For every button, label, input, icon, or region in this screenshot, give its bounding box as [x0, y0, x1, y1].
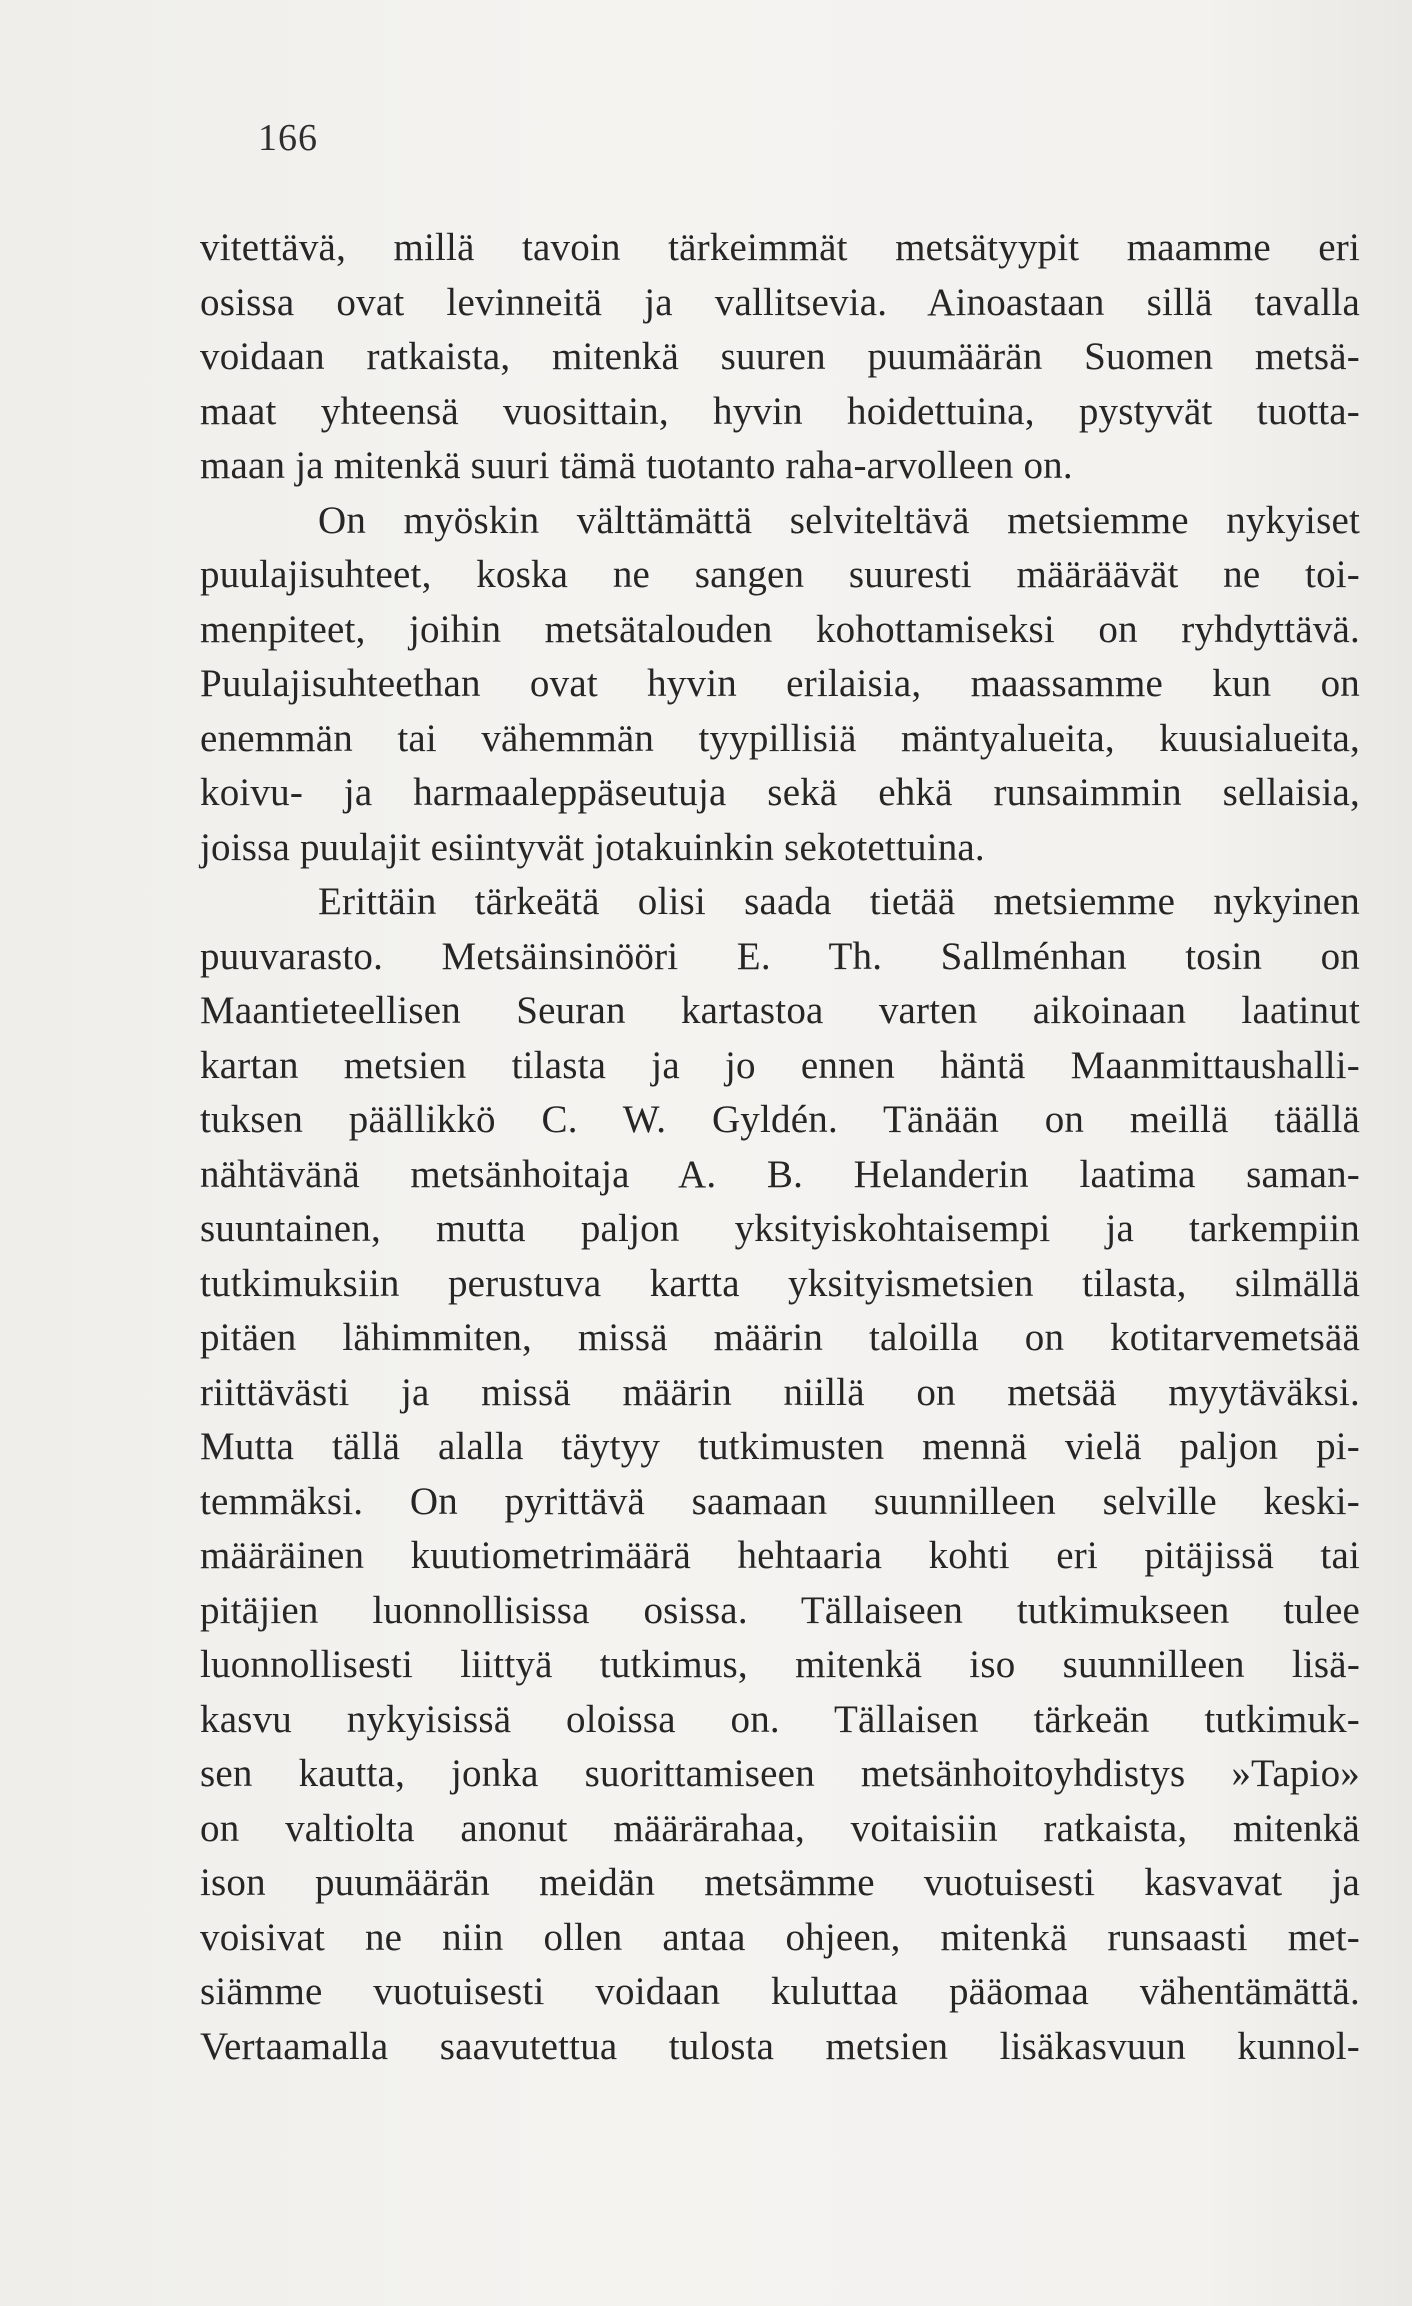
- text-line: Vertaamalla saavutettua tulosta metsien lisäkasvuun kunnol-: [200, 2024, 1360, 2068]
- text-line: maat yhteensä vuosittain, hyvin hoidettuina, pystyvät tuotta-: [200, 389, 1360, 433]
- text-line: ison puumäärän meidän metsämme vuotuisesti kasvavat ja: [200, 1861, 1360, 1904]
- body-text: [200, 221, 1360, 2074]
- page-number: 166: [258, 117, 318, 159]
- text-line: nähtävänä metsänhoitaja A. B. Helanderin laatima saman-: [200, 1152, 1360, 1196]
- text-line: pitäen lähimmiten, missä määrin taloilla on kotitarvemetsää: [200, 1316, 1360, 1359]
- text-line: luonnollisesti liittyä tutkimus, mitenkä iso suunnilleen lisä-: [200, 1643, 1360, 1686]
- text-line: tuksen päällikkö C. W. Gyldén. Tänään on meillä täällä: [200, 1098, 1360, 1141]
- text-line: kartan metsien tilasta ja jo ennen häntä Maanmittaushalli-: [200, 1043, 1360, 1087]
- text-line: Mutta tällä alalla täytyy tutkimusten mennä vielä paljon pi-: [200, 1425, 1360, 1468]
- text-line: määräinen kuutiometrimäärä hehtaaria kohti eri pitäjissä tai: [200, 1534, 1360, 1577]
- text-line: sen kautta, jonka suorittamiseen metsänhoitoyhdistys »Tapio»: [200, 1752, 1360, 1795]
- text-line: Puulajisuhteethan ovat hyvin erilaisia, maassamme kun on: [200, 662, 1360, 705]
- text-line: Erittäin tärkeätä olisi saada tietää metsiemme nykyinen: [318, 880, 1360, 923]
- text-line: riittävästi ja missä määrin niillä on metsää myytäväksi.: [200, 1370, 1360, 1414]
- text-line: koivu- ja harmaaleppäseutuja sekä ehkä runsaimmin sellaisia,: [200, 771, 1360, 814]
- text-line: siämme vuotuisesti voidaan kuluttaa pääomaa vähentämättä.: [200, 1970, 1360, 2013]
- text-line: pitäjien luonnollisissa osissa. Tällaiseen tutkimukseen tulee: [200, 1588, 1360, 1632]
- text-line: kasvu nykyisissä oloissa on. Tällaisen tärkeän tutkimuk-: [200, 1697, 1360, 1741]
- text-line: osissa ovat levinneitä ja vallitsevia. Ainoastaan sillä tavalla: [200, 280, 1360, 324]
- text-line: joissa puulajit esiintyvät jotakuinkin sekotettuina.: [200, 825, 985, 869]
- text-line: enemmän tai vähemmän tyypillisiä mäntyalueita, kuusialueita,: [200, 716, 1360, 760]
- text-line: vitettävä, millä tavoin tärkeimmät metsätyypit maamme eri: [200, 226, 1360, 269]
- text-line: suuntainen, mutta paljon yksityiskohtaisempi ja tarkempiin: [200, 1207, 1360, 1250]
- text-line: Maantieteellisen Seuran kartastoa varten aikoinaan laatinut: [200, 989, 1360, 1032]
- text-line: temmäksi. On pyrittävä saamaan suunnilleen selville keski-: [200, 1479, 1360, 1523]
- text-line: maan ja mitenkä suuri tämä tuotanto raha-arvolleen on.: [200, 444, 1073, 487]
- text-line: voidaan ratkaista, mitenkä suuren puumäärän Suomen metsä-: [200, 335, 1360, 378]
- text-line: on valtiolta anonut määrärahaa, voitaisiin ratkaista, mitenkä: [200, 1806, 1360, 1850]
- text-line: menpiteet, joihin metsätalouden kohottamiseksi on ryhdyttävä.: [200, 607, 1360, 651]
- text-line: puuvarasto. Metsäinsinööri E. Th. Sallménhan tosin on: [200, 934, 1360, 978]
- text-line: puulajisuhteet, koska ne sangen suuresti määräävät ne toi-: [200, 553, 1360, 596]
- text-line: tutkimuksiin perustuva kartta yksityismetsien tilasta, silmällä: [200, 1261, 1360, 1305]
- text-line: voisivat ne niin ollen antaa ohjeen, mitenkä runsaasti met-: [200, 1915, 1360, 1959]
- text-line: On myöskin välttämättä selviteltävä metsiemme nykyiset: [318, 498, 1360, 542]
